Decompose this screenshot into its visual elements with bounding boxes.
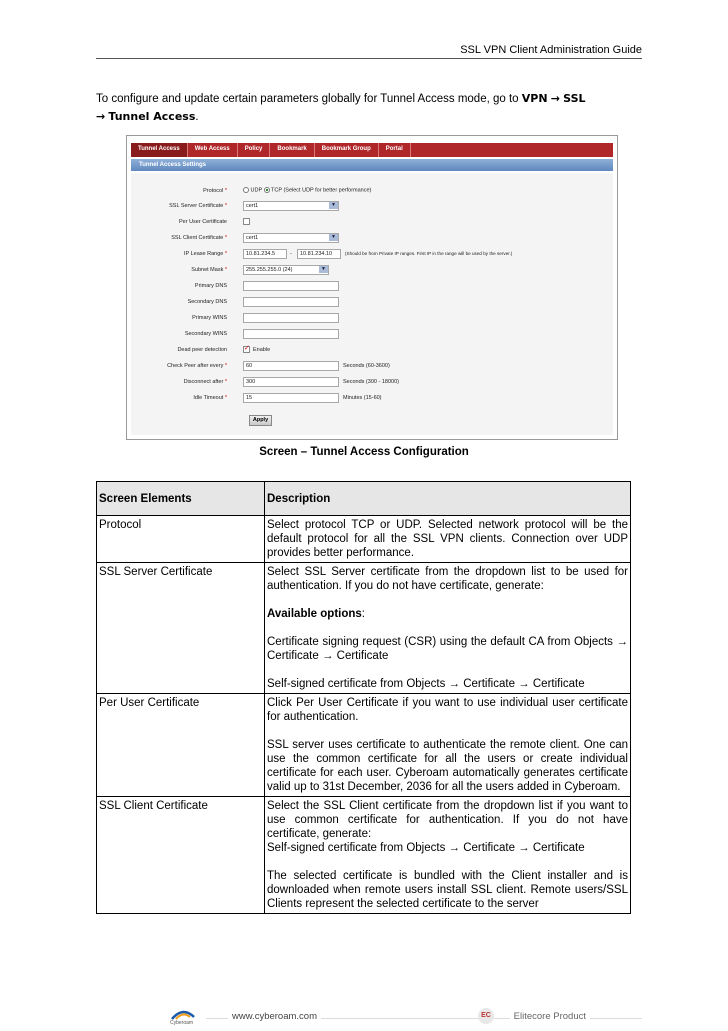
client-cert-label: SSL Client Certificate <box>171 235 224 241</box>
colon: : <box>361 608 365 620</box>
ip-lease-label: IP Lease Range <box>183 251 224 257</box>
required-mark: * <box>224 188 227 194</box>
table-row <box>97 797 631 914</box>
description-text: Select SSL Server certificate from the dropdown list to be used for authentication. If you do not have certificate, generate: <box>267 566 628 592</box>
available-options-line <box>267 607 628 621</box>
footer-url[interactable]: www.cyberoam.com <box>228 1011 321 1022</box>
tunnel-access-screenshot <box>126 135 618 440</box>
description-text: Self-signed certificate from Objects → Certificate → Certificate <box>267 678 585 690</box>
table-row <box>97 516 631 563</box>
required-mark: * <box>224 363 227 369</box>
description-text: Certificate signing request (CSR) using the default CA from Objects → Certificate → Certificate <box>267 636 628 662</box>
server-cert-row <box>131 201 613 213</box>
arrow-icon: → <box>550 92 560 105</box>
nav-path-tunnel-access: Tunnel Access <box>108 110 196 123</box>
required-mark: * <box>224 395 227 401</box>
per-user-checkbox[interactable] <box>243 218 250 225</box>
figure-caption: Screen – Tunnel Access Configuration <box>259 446 469 458</box>
required-mark: * <box>224 203 227 209</box>
required-mark: * <box>224 235 227 241</box>
idle-timeout-input[interactable]: 15 <box>243 393 339 403</box>
tab-tunnel-access[interactable]: Tunnel Access <box>131 143 188 157</box>
per-user-label: Per User Certificate <box>179 219 227 225</box>
secondary-wins-label: Secondary WINS <box>184 331 227 337</box>
disconnect-unit: Seconds (300 - 18000) <box>343 379 399 385</box>
description-text: SSL server uses certificate to authenticate the remote client. One can use the common certificate for all the users or create individual certificate for each user. Cyberoam automatically generates certificate valid up to 31st December, 2036 for all the users added in Cyberoam. <box>267 739 628 793</box>
settings-title: Tunnel Access Settings <box>131 159 613 171</box>
column-header: Description <box>265 482 631 516</box>
primary-wins-row <box>131 313 613 325</box>
header-divider <box>96 58 642 59</box>
element-name: SSL Server Certificate <box>97 563 265 694</box>
dead-peer-enable-label: Enable <box>253 347 271 353</box>
element-description <box>265 516 631 563</box>
check-peer-input[interactable]: 60 <box>243 361 339 371</box>
idle-timeout-label: Idle Timeout <box>193 395 224 401</box>
server-cert-select[interactable]: cert1 <box>243 201 339 211</box>
apply-button[interactable]: Apply <box>249 415 272 426</box>
primary-dns-input[interactable] <box>243 281 339 291</box>
ip-lease-row <box>131 249 613 261</box>
table-row <box>97 563 631 694</box>
available-options-heading: Available options <box>267 608 362 620</box>
element-name: Per User Certificate <box>97 694 265 797</box>
nav-path-vpn: VPN <box>521 92 548 105</box>
tab-bookmark-group[interactable]: Bookmark Group <box>315 143 379 157</box>
ip-lease-to-input[interactable]: 10.81.234.10 <box>297 249 341 259</box>
required-mark: * <box>224 251 227 257</box>
check-peer-unit: Seconds (60-3600) <box>343 363 390 369</box>
udp-label: UDP <box>250 187 263 194</box>
ip-lease-dash: - <box>290 251 292 257</box>
idle-timeout-row <box>131 393 613 405</box>
subnet-row <box>131 265 613 277</box>
tab-portal[interactable]: Portal <box>379 143 411 157</box>
disconnect-row <box>131 377 613 389</box>
element-name: SSL Client Certificate <box>97 797 265 914</box>
element-name: Protocol <box>97 516 265 563</box>
intro-end: . <box>195 111 199 123</box>
udp-radio[interactable] <box>243 187 249 193</box>
table-row <box>97 694 631 797</box>
screen-elements-table <box>96 481 631 914</box>
secondary-dns-label: Secondary DNS <box>187 299 227 305</box>
intro-paragraph <box>96 90 642 126</box>
tab-bookmark[interactable]: Bookmark <box>270 143 314 157</box>
tab-bar <box>131 143 613 157</box>
chevron-down-icon: ▼ <box>319 266 328 273</box>
elitecore-badge-icon: EC <box>478 1008 494 1024</box>
ip-lease-note: (Should be from Private IP ranges. First IP in the range will be used by the server.) <box>345 251 513 256</box>
protocol-note: (Select UDP for better performance) <box>283 187 372 194</box>
chevron-down-icon: ▼ <box>329 234 338 241</box>
tab-web-access[interactable]: Web Access <box>188 143 238 157</box>
idle-timeout-unit: Minutes (15-60) <box>343 395 382 401</box>
server-cert-label: SSL Server Certificate <box>169 203 224 209</box>
client-cert-row <box>131 233 613 245</box>
description-text: The selected certificate is bundled with the Client installer and is downloaded when remote users install SSL client. Remote users/SSL Clients represent the selected certificate to the server <box>267 870 628 910</box>
tab-policy[interactable]: Policy <box>238 143 271 157</box>
chevron-down-icon: ▼ <box>329 202 338 209</box>
secondary-dns-input[interactable] <box>243 297 339 307</box>
required-mark: * <box>224 379 227 385</box>
primary-wins-label: Primary WINS <box>192 315 227 321</box>
column-header: Screen Elements <box>97 482 265 516</box>
element-description <box>265 797 631 914</box>
primary-dns-row <box>131 281 613 293</box>
primary-dns-label: Primary DNS <box>194 283 227 289</box>
description-text: Self-signed certificate from Objects → Certificate → Certificate <box>267 842 585 854</box>
secondary-wins-input[interactable] <box>243 329 339 339</box>
dead-peer-label: Dead peer detection <box>177 347 227 353</box>
protocol-row <box>131 186 613 198</box>
required-mark: * <box>224 267 227 273</box>
protocol-label: Protocol <box>203 188 224 194</box>
page-header-title: SSL VPN Client Administration Guide <box>460 44 642 56</box>
subnet-label: Subnet Mask <box>191 267 224 273</box>
footer-product: Elitecore Product <box>510 1011 590 1022</box>
dead-peer-checkbox[interactable] <box>243 346 250 353</box>
intro-text: To configure and update certain parameters globally for Tunnel Access mode, go to <box>96 93 522 105</box>
tcp-label: TCP <box>271 187 282 194</box>
check-peer-label: Check Peer after every <box>167 363 224 369</box>
nav-path-ssl: SSL <box>563 92 586 105</box>
settings-form <box>131 173 613 435</box>
secondary-dns-row <box>131 297 613 309</box>
check-peer-row <box>131 361 613 373</box>
secondary-wins-row <box>131 329 613 341</box>
description-text: Select the SSL Client certificate from the dropdown list if you want to use common certificate for authentication. If you do not have certificate, generate: <box>267 800 628 840</box>
client-cert-select[interactable]: cert1 <box>243 233 339 243</box>
description-text: Click Per User Certificate if you want to use individual user certificate for authentication. <box>267 697 628 723</box>
table-header-row <box>97 482 631 516</box>
disconnect-input[interactable]: 300 <box>243 377 339 387</box>
disconnect-label: Disconnect after <box>183 379 224 385</box>
tcp-radio[interactable] <box>264 187 270 193</box>
arrow-icon: → <box>96 110 106 123</box>
ip-lease-from-input[interactable]: 10.81.234.5 <box>243 249 287 259</box>
description-text: Select protocol TCP or UDP. Selected network protocol will be the default protocol for all the SSL VPN clients. Connection over UDP provides better performance. <box>267 519 628 559</box>
subnet-select[interactable]: 255.255.255.0 (24) <box>243 265 329 275</box>
dead-peer-row <box>131 345 613 357</box>
primary-wins-input[interactable] <box>243 313 339 323</box>
element-description <box>265 563 631 694</box>
page-footer <box>168 1008 642 1026</box>
per-user-row <box>131 217 613 229</box>
element-description <box>265 694 631 797</box>
cyberoam-logo-text: Cyberoam <box>170 1020 194 1026</box>
